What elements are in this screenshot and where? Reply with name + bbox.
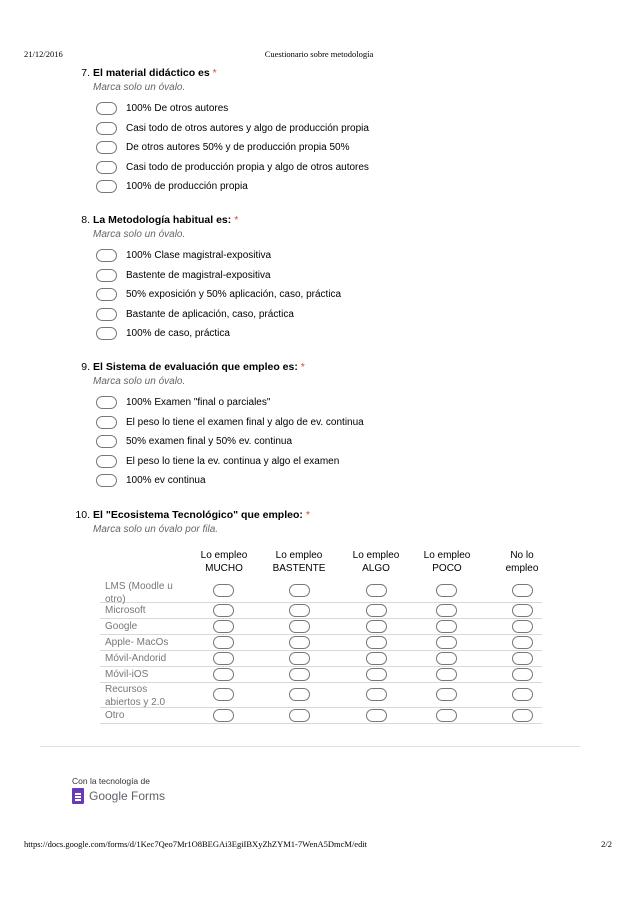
grid-radio-oval[interactable] [512, 584, 533, 597]
grid-radio-oval[interactable] [366, 652, 387, 665]
grid-radio-oval[interactable] [436, 604, 457, 617]
grid-radio-oval[interactable] [289, 604, 310, 617]
grid-radio-oval[interactable] [512, 668, 533, 681]
logo-forms-text: Forms [131, 789, 166, 803]
option-label: 100% de producción propia [126, 181, 248, 193]
grid-radio-oval[interactable] [289, 688, 310, 701]
grid-radio-oval[interactable] [213, 652, 234, 665]
grid-row-label: LMS (Moodle u otro) [105, 581, 173, 605]
option-label: Bastente de magistral-expositiva [126, 269, 271, 281]
grid-radio-oval[interactable] [436, 636, 457, 649]
option-label: Casi todo de otros autores y algo de producción propia [126, 122, 369, 134]
option-label: 100% De otros autores [126, 103, 229, 114]
grid-radio-oval[interactable] [512, 636, 533, 649]
print-url: https://docs.google.com/forms/d/1Kec7Qeo7Mr1O8BEGAi3EgiIBXyZhZYM1-7WenA5DmcM/edit [24, 839, 368, 849]
grid-row [100, 602, 542, 619]
grid-radio-oval[interactable] [213, 604, 234, 617]
question-number: 8. [81, 214, 90, 226]
grid-row [100, 707, 542, 724]
radio-oval[interactable] [96, 435, 117, 448]
radio-oval[interactable] [96, 396, 117, 409]
grid-radio-oval[interactable] [436, 620, 457, 633]
option-label: El peso lo tiene el examen final y algo de ev. continua [126, 416, 364, 428]
grid-radio-oval[interactable] [512, 652, 533, 665]
grid-row-label: Apple- MacOs [105, 637, 169, 648]
option-label: 100% Examen "final o parciales" [126, 397, 271, 408]
grid-radio-oval[interactable] [512, 688, 533, 701]
option-label: Casi todo de producción propia y algo de otros autores [126, 161, 369, 173]
grid-radio-oval[interactable] [289, 652, 310, 665]
grid-row-label: Microsoft [105, 605, 146, 616]
grid-radio-oval[interactable] [512, 604, 533, 617]
grid-row-label: Móvil-iOS [105, 669, 149, 680]
question-hint: Marca solo un óvalo. [93, 229, 186, 240]
grid-row [100, 579, 542, 603]
grid-radio-oval[interactable] [366, 636, 387, 649]
print-date: 21/12/2016 [24, 49, 63, 59]
required-asterisk: * [212, 67, 217, 79]
option-label: 50% examen final y 50% ev. continua [126, 436, 293, 448]
question-text: El material didáctico es [93, 67, 210, 79]
question-number: 9. [81, 361, 90, 373]
radio-oval[interactable] [96, 122, 117, 135]
grid-row [100, 650, 542, 667]
option-label: 100% ev continua [126, 475, 206, 487]
radio-oval[interactable] [96, 269, 117, 282]
required-asterisk: * [305, 509, 310, 521]
print-title: Cuestionario sobre metodología [264, 49, 374, 59]
grid-row [100, 666, 542, 683]
grid-radio-oval[interactable] [436, 709, 457, 722]
grid-radio-oval[interactable] [213, 668, 234, 681]
radio-oval[interactable] [96, 102, 117, 115]
grid-radio-oval[interactable] [436, 668, 457, 681]
question-title [60, 67, 560, 81]
powered-by-text: Con la tecnología de [72, 776, 150, 786]
question-title [60, 509, 560, 523]
question-number: 10. [75, 509, 90, 521]
grid-row-label: Google [105, 621, 138, 632]
grid-radio-oval[interactable] [436, 688, 457, 701]
grid-radio-oval[interactable] [436, 652, 457, 665]
option-label: 50% exposición y 50% aplicación, caso, práctica [126, 289, 342, 301]
grid-row [100, 634, 542, 651]
footer-divider [40, 746, 580, 747]
option-label: El peso lo tiene la ev. continua y algo el examen [126, 455, 340, 467]
grid-radio-oval[interactable] [289, 636, 310, 649]
question-8 [60, 214, 560, 340]
grid-radio-oval[interactable] [366, 709, 387, 722]
grid-row-label: Móvil-Andorid [105, 653, 167, 664]
option-label: Bastante de aplicación, caso, práctica [126, 308, 294, 320]
radio-oval[interactable] [96, 308, 117, 321]
option-label: 100% de caso, práctica [126, 328, 230, 340]
grid-radio-oval[interactable] [366, 668, 387, 681]
question-hint: Marca solo un óvalo. [93, 376, 186, 387]
radio-oval[interactable] [96, 455, 117, 468]
grid-column-header: Lo empleo MUCHO [200, 550, 248, 574]
print-page-number: 2/2 [601, 839, 612, 849]
grid-column-header: Lo empleo BASTENTE [272, 550, 326, 574]
question-10 [60, 509, 560, 721]
question-text: El "Ecosistema Tecnológico" que empleo: [93, 509, 303, 521]
grid-row-label: Recursos abiertos y 2.0 [105, 684, 166, 708]
question-hint: Marca solo un óvalo. [93, 82, 186, 93]
grid-radio-oval[interactable] [436, 584, 457, 597]
radio-oval[interactable] [96, 288, 117, 301]
google-forms-icon [72, 788, 84, 804]
required-asterisk: * [234, 214, 239, 226]
grid-radio-oval[interactable] [512, 709, 533, 722]
radio-oval[interactable] [96, 180, 117, 193]
question-title [60, 214, 560, 228]
grid-radio-oval[interactable] [366, 604, 387, 617]
grid-radio-oval[interactable] [366, 688, 387, 701]
option-label: 100% Clase magistral-expositiva [126, 250, 272, 261]
grid-radio-oval[interactable] [213, 584, 234, 597]
question-text: La Metodología habitual es: [93, 214, 232, 226]
grid-radio-oval[interactable] [213, 709, 234, 722]
grid-radio-oval[interactable] [512, 620, 533, 633]
grid-radio-oval[interactable] [289, 668, 310, 681]
radio-oval[interactable] [96, 141, 117, 154]
grid-radio-oval[interactable] [289, 709, 310, 722]
grid-radio-oval[interactable] [366, 584, 387, 597]
required-asterisk: * [300, 361, 305, 373]
radio-oval[interactable] [96, 161, 117, 174]
grid-radio-oval[interactable] [213, 620, 234, 633]
grid-column-header: Lo empleo ALGO [352, 550, 400, 574]
radio-oval[interactable] [96, 416, 117, 429]
grid-radio-oval[interactable] [289, 620, 310, 633]
grid-radio-oval[interactable] [213, 688, 234, 701]
grid-row-label: Otro [105, 710, 125, 721]
grid-radio-oval[interactable] [213, 636, 234, 649]
grid-row [100, 618, 542, 635]
question-hint: Marca solo un óvalo por fila. [93, 524, 219, 535]
question-9 [60, 361, 560, 487]
grid-column-header: Lo empleo POCO [423, 550, 471, 574]
question-text: El Sistema de evaluación que empleo es: [93, 361, 298, 373]
logo-google-text: Google [89, 789, 128, 803]
radio-oval[interactable] [96, 327, 117, 340]
grid-radio-oval[interactable] [366, 620, 387, 633]
grid-row [100, 682, 542, 708]
grid-radio-oval[interactable] [289, 584, 310, 597]
grid-column-header: No lo empleo [505, 550, 539, 574]
radio-oval[interactable] [96, 249, 117, 262]
radio-oval[interactable] [96, 474, 117, 487]
question-7 [60, 67, 560, 193]
option-label: De otros autores 50% y de producción propia 50% [126, 142, 350, 154]
question-number: 7. [81, 67, 90, 79]
question-title [60, 361, 560, 375]
